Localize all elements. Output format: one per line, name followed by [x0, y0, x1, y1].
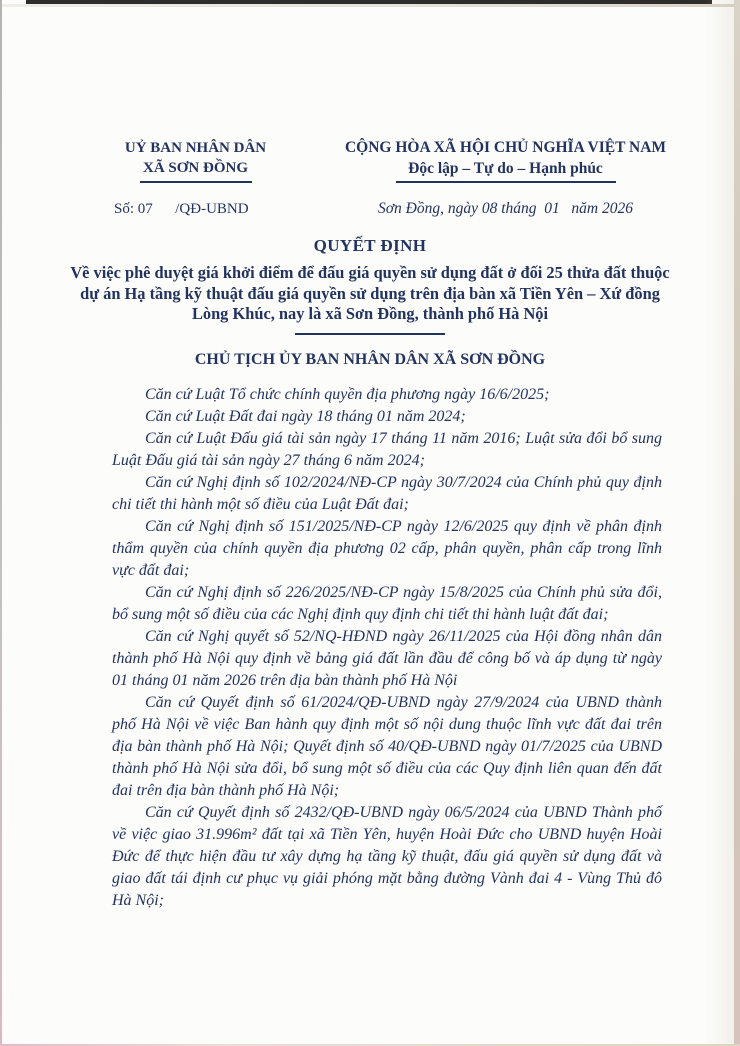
legal-basis-paragraph: Căn cứ Nghị định số 102/2024/NĐ-CP ngày 30/7/2024 của Chính phủ quy định chi tiết thi hành một số điều của Luật Đất đai; — [112, 473, 662, 513]
legal-basis-paragraph: Căn cứ Luật Tổ chức chính quyền địa phương ngày 16/6/2025; — [145, 385, 550, 403]
issuing-org-block — [68, 138, 323, 183]
legal-basis-paragraph: Căn cứ Quyết định số 2432/QĐ-UBND ngày 06/5/2024 của UBND Thành phố về việc giao 31.996m² đất tại xã Tiền Yên, huyện Hoài Đức cho UBND huyện Hoài Đức để thực hiện đầu tư xây dựng hạ tầng kỹ thuật, đấu giá quyền sử dụng đất và giao đất tái định cư phục vụ giải phóng mặt bằng đường Vành đai 4 - Vùng Thủ đô Hà Nội; — [112, 803, 662, 909]
document-subject: Về việc phê duyệt giá khởi điểm để đấu giá quyền sử dụng đất ở đối 25 thửa đất thuộc dự án Hạ tầng kỹ thuật đấu giá quyền sử dụng trên địa bàn xã Tiền Yên – Xứ đồng Lòng Khúc, nay là xã Sơn Đồng, thành phố Hà Nội — [70, 263, 670, 323]
issuing-authority-heading: CHỦ TỊCH ỦY BAN NHÂN DÂN XÃ SƠN ĐỒNG — [194, 350, 546, 368]
subject-divider-rule — [295, 333, 445, 335]
document-number: Số: 07 /QĐ-UBND — [114, 201, 249, 217]
document-meta-row — [0, 200, 740, 218]
legal-basis-section — [112, 384, 662, 912]
document-header — [0, 138, 740, 183]
legal-basis-paragraph: Căn cứ Quyết định số 61/2024/QĐ-UBND ngày 27/9/2024 của UBND thành phố Hà Nội về việc Ban hành quy định một số nội dung thuộc lĩnh vực đất đai trên địa bàn thành phố Hà Nội; Quyết định số 40/QĐ-UBND ngày 01/7/2025 của UBND thành phố Hà Nội sửa đổi, bổ sung một số điều của các Quy định liên quan đến đất đai trên địa bàn thành phố Hà Nội; — [112, 693, 662, 799]
document-place-date: Sơn Đồng, ngày 08 tháng 01 năm 2026 — [378, 200, 633, 217]
issuing-org-line2: XÃ SƠN ĐỒNG — [142, 160, 248, 176]
issuing-org-line1: UỶ BAN NHÂN DÂN — [124, 140, 267, 156]
legal-basis-paragraph: Căn cứ Luật Đất đai ngày 18 tháng 01 năm 2024; — [145, 407, 466, 425]
national-motto: Độc lập – Tự do – Hạnh phúc — [408, 160, 603, 177]
national-title: CỘNG HÒA XÃ HỘI CHỦ NGHĨA VIỆT NAM — [344, 139, 667, 156]
national-motto-underline — [396, 181, 616, 183]
document-type-heading: QUYẾT ĐỊNH — [313, 236, 427, 255]
legal-basis-paragraph: Căn cứ Nghị định số 226/2025/NĐ-CP ngày 15/8/2025 của Chính phủ sửa đổi, bổ sung một số điều của các Nghị định quy định chi tiết thi hành luật đất đai; — [112, 583, 662, 623]
issuing-org-underline — [140, 181, 252, 183]
national-header-block — [323, 138, 688, 183]
legal-basis-paragraph: Căn cứ Nghị định số 151/2025/NĐ-CP ngày 12/6/2025 quy định về phân định thẩm quyền của chính quyền địa phương 02 cấp, phân quyền, phân cấp trong lĩnh vực đất đai; — [112, 517, 662, 579]
legal-basis-paragraph: Căn cứ Luật Đấu giá tài sản ngày 17 tháng 11 năm 2016; Luật sửa đổi bổ sung Luật Đấu giá tài sản ngày 27 tháng 6 năm 2024; — [112, 429, 662, 469]
document-title-block — [0, 235, 740, 370]
legal-basis-paragraph: Căn cứ Nghị quyết số 52/NQ-HĐND ngày 26/11/2025 của Hội đồng nhân dân thành phố Hà Nội quy định về bảng giá đất lần đầu để công bố và áp dụng từ ngày 01 tháng 01 năm 2026 trên địa bàn thành phố Hà Nội — [112, 627, 662, 689]
